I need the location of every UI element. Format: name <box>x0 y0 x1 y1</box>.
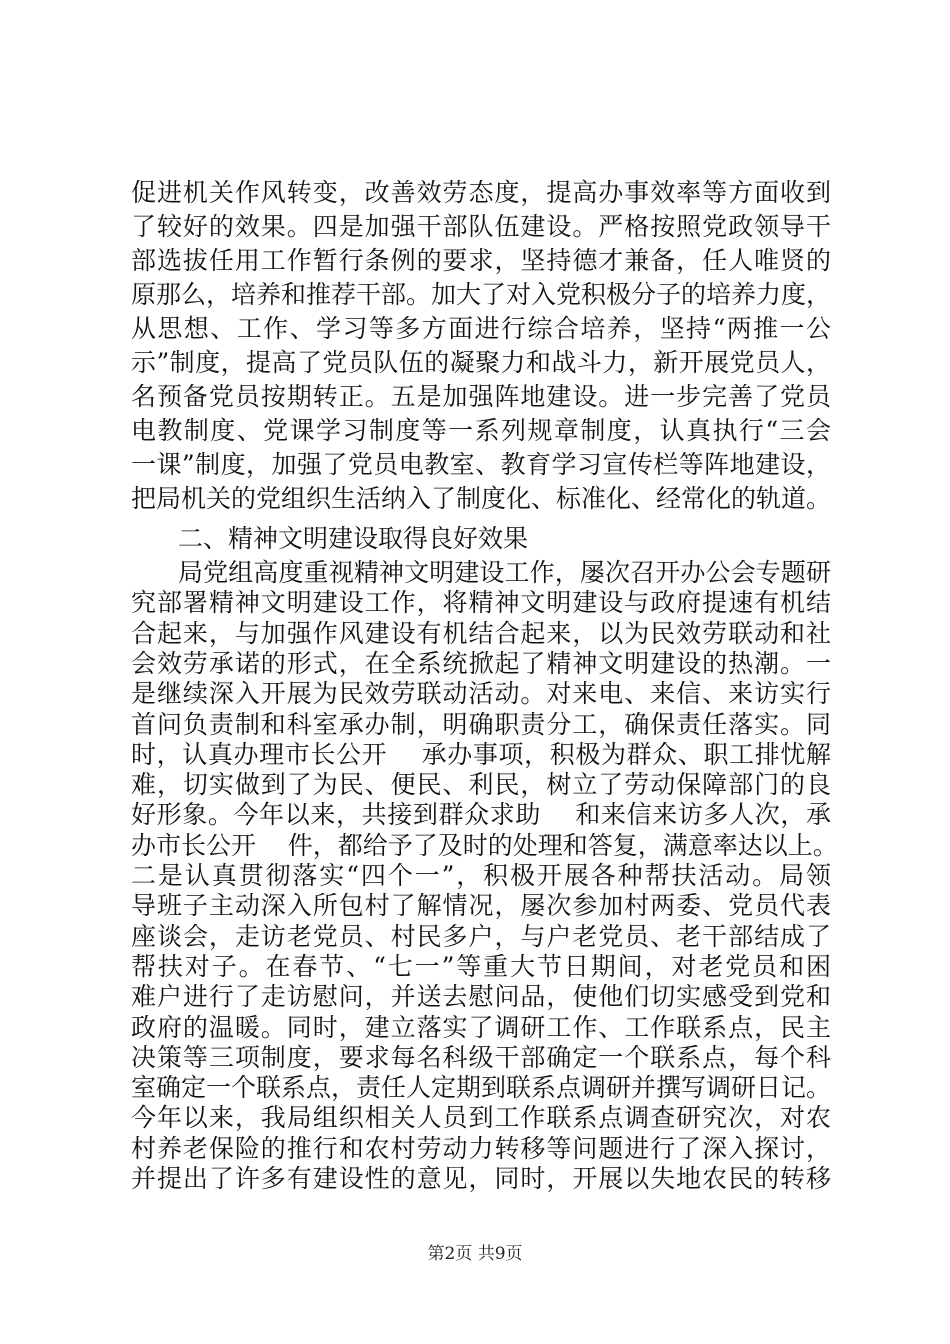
text-line: 促进机关作风转变，改善效劳态度，提高办事效率等方面收到 <box>131 178 831 207</box>
text-line: 好形象。今年以来，共接到群众求助 和来信来访多人次，承 <box>131 800 831 830</box>
text-line: 一课”制度，加强了党员电教室、教育学习宣传栏等阵地建设， <box>131 450 831 479</box>
text-line: 了较好的效果。四是加强干部队伍建设。严格按照党政领导干 <box>131 212 831 241</box>
text-line: 会效劳承诺的形式，在全系统掀起了精神文明建设的热潮。一 <box>131 648 831 678</box>
text-line: 名预备党员按期转正。五是加强阵地建设。进一步完善了党员 <box>131 382 831 411</box>
text-line: 今年以来，我局组织相关人员到工作联系点调查研究次，对农 <box>131 1103 831 1133</box>
text-line: 究部署精神文明建设工作，将精神文明建设与政府提速有机结 <box>131 588 831 618</box>
text-line: 从思想、工作、学习等多方面进行综合培养，坚持“两推一公 <box>131 314 831 343</box>
text-line: 示”制度，提高了党员队伍的凝聚力和战斗力，新开展党员人， <box>131 348 831 377</box>
text-line: 并提出了许多有建设性的意见，同时，开展以失地农民的转移 <box>131 1164 831 1193</box>
text-line: 导班子主动深入所包村了解情况，屡次参加村两委、党员代表 <box>131 891 831 921</box>
page-footer: 第2页 共9页 <box>427 1244 523 1264</box>
text-line: 难户进行了走访慰问，并送去慰问品，使他们切实感受到党和 <box>131 982 831 1012</box>
text-line: 政府的温暖。同时，建立落实了调研工作、工作联系点，民主 <box>131 1012 831 1042</box>
text-line: 原那么，培养和推荐干部。加大了对入党积极分子的培养力度， <box>131 280 832 309</box>
text-line: 二是认真贯彻落实“四个一”，积极开展各种帮扶活动。局领 <box>131 861 831 890</box>
text-line: 村养老保险的推行和农村劳动力转移等问题进行了深入探讨， <box>131 1133 831 1163</box>
text-line: 室确定一个联系点，责任人定期到联系点调研并撰写调研日记。 <box>131 1073 832 1103</box>
section-heading: 二、精神文明建设取得良好效果 <box>178 524 529 553</box>
text-line: 难，切实做到了为民、便民、利民，树立了劳动保障部门的良 <box>131 770 831 800</box>
text-line: 部选拔任用工作暂行条例的要求，坚持德才兼备，任人唯贤的 <box>131 246 831 275</box>
text-line: 局党组高度重视精神文明建设工作，屡次召开办公会专题研 <box>178 558 831 587</box>
text-line: 合起来，与加强作风建设有机结合起来，以为民效劳联动和社 <box>131 618 831 648</box>
text-line: 把局机关的党组织生活纳入了制度化、标准化、经常化的轨道。 <box>131 484 832 513</box>
text-line: 电教制度、党课学习制度等一系列规章制度，认真执行“三会 <box>131 416 831 445</box>
text-line: 座谈会，走访老党员、村民多户，与户老党员、老干部结成了 <box>131 921 831 951</box>
text-line: 首问负责制和科室承办制，明确职责分工，确保责任落实。同 <box>131 709 831 739</box>
text-line: 决策等三项制度，要求每名科级干部确定一个联系点，每个科 <box>131 1042 831 1072</box>
text-line: 是继续深入开展为民效劳联动活动。对来电、来信、来访实行 <box>131 679 831 709</box>
text-line: 时，认真办理市长公开 承办事项，积极为群众、职工排忧解 <box>131 739 831 769</box>
text-line: 办市长公开 件，都给予了及时的处理和答复，满意率达以上。 <box>131 830 838 860</box>
text-line: 帮扶对子。在春节、“七一”等重大节日期间，对老党员和困 <box>131 951 831 981</box>
